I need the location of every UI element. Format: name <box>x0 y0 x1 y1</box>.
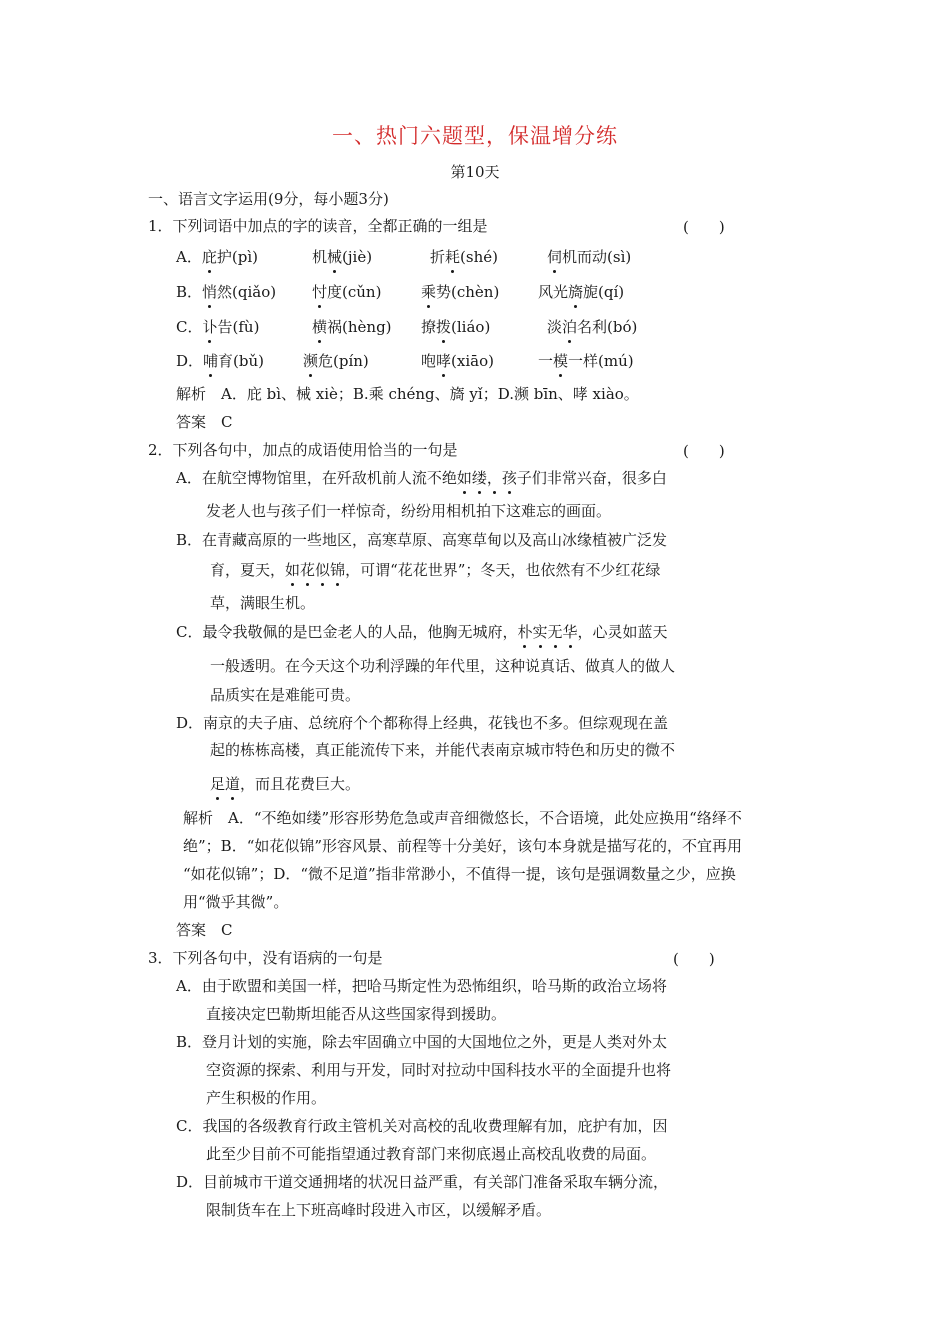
emphasis-dot: 似 <box>315 561 331 579</box>
emphasis-dots: 哺 <box>203 352 219 370</box>
emphasis-dots <box>457 469 517 487</box>
q2-analysis-4: 用“微乎其微”。 <box>183 893 289 911</box>
q1-b-1: B．悄然(qiǎo) <box>176 283 277 301</box>
q2-a-line-2: 发老人也与孩子们一样惊奇，纷纷用相机拍下这难忘的画面。 <box>206 502 612 520</box>
q1-stem: 1．下列词语中加点的字的读音，全都正确的一组是 <box>148 217 488 235</box>
q1-b-2: 忖度(cǔn) <box>312 283 382 301</box>
q2-d-line-3: 足道，而且花费巨大。 <box>210 775 361 793</box>
q1-b-4: 风光旖旎(qí) <box>538 283 625 301</box>
emphasis-dot: 缕 <box>471 469 487 487</box>
emphasis-dots <box>517 623 577 641</box>
q3-b-line-3: 产生积极的作用。 <box>206 1089 327 1107</box>
q3-d-line-1: D．目前城市干道交通拥堵的状况日益严重，有关部门准备采取车辆分流， <box>176 1173 669 1191</box>
q2-d-line-1: D．南京的夫子庙、总统府个个都称得上经典，花钱也不多。但综观现在盖 <box>176 714 669 732</box>
emphasis-dots: 伺 <box>547 248 563 266</box>
q3-b-line-2: 空资源的探索、利用与开发，同时对拉动中国科技水平的全面提升也将 <box>206 1061 672 1079</box>
q1-analysis: 解析 A．庇 bì、械 xiè；B.乘 chéng、旖 yǐ；D.濒 bīn、哮 xiào。 <box>176 385 639 403</box>
q1-a-2: 机械(jiè) <box>312 248 373 266</box>
q2-b-line-1: B．在青藏高原的一些地区，高寒草原、高寒草甸以及高山冰缘植被广泛发 <box>176 531 668 549</box>
q2-analysis-1: 解析 A．“不绝如缕”形容形势危急或声音细微悠长，不合语境，此处应换用“络绎不 <box>183 809 742 827</box>
emphasis-dots: 乘 <box>421 283 437 301</box>
q2-answer-paren: ( ) <box>683 442 725 460</box>
emphasis-dot: 如 <box>456 469 472 487</box>
emphasis-dot: 华 <box>562 623 578 641</box>
q2-c-line-1: C．最令我敬佩的是巴金老人的人品，他胸无城府，朴实无华，心灵如蓝天 <box>176 623 668 641</box>
emphasis-dots: 模 <box>553 352 569 370</box>
q1-c-4: 淡泊名利(bó) <box>547 318 638 336</box>
q1-d-2: 濒危(pín) <box>303 352 369 370</box>
emphasis-dots: 旖 <box>568 283 584 301</box>
emphasis-dots: 悄 <box>202 283 218 301</box>
emphasis-dot: 朴 <box>517 623 533 641</box>
emphasis-dot: 实 <box>532 623 548 641</box>
q1-answer-paren: ( ) <box>683 218 725 236</box>
emphasis-dot: 锦 <box>330 561 346 579</box>
q1-d-4: 一模一样(mú) <box>538 352 634 370</box>
q2-b-line-3: 草，满眼生机。 <box>210 594 316 612</box>
emphasis-dots: 械 <box>327 248 343 266</box>
emphasis-dot: 道 <box>225 775 241 793</box>
q1-c-1: C．讣告(fù) <box>176 318 260 336</box>
q1-a-3: 折耗(shé) <box>430 248 498 266</box>
q3-answer-paren: ( ) <box>673 950 715 968</box>
q2-stem: 2．下列各句中，加点的成语使用恰当的一句是 <box>148 441 458 459</box>
emphasis-dot: 无 <box>547 623 563 641</box>
q1-c-2: 横祸(hèng) <box>312 318 392 336</box>
q1-d-3: 咆哮(xiāo) <box>421 352 494 370</box>
q2-a-line-1: A．在航空博物馆里，在歼敌机前人流不绝如缕，孩子们非常兴奋，很多白 <box>176 469 667 487</box>
emphasis-dot: 如 <box>285 561 301 579</box>
emphasis-dots: 泊 <box>562 318 578 336</box>
q3-b-line-1: B．登月计划的实施，除去牢固确立中国的大国地位之外，更是人类对外太 <box>176 1033 668 1051</box>
q3-a-line-1: A．由于欧盟和美国一样，把哈马斯定性为恐怖组织，哈马斯的政治立场将 <box>176 977 667 995</box>
q3-d-line-2: 限制货车在上下班高峰时段进入市区，以缓解矛盾。 <box>206 1201 552 1219</box>
q3-a-line-2: 直接决定巴勒斯坦能否从这些国家得到援助。 <box>206 1005 507 1023</box>
q2-d-line-2: 起的栋栋高楼，真正能流传下来，并能代表南京城市特色和历史的微不 <box>210 741 676 759</box>
emphasis-dot: 足 <box>210 775 226 793</box>
day-label: 第10天 <box>450 163 500 181</box>
emphasis-dots: 濒 <box>303 352 319 370</box>
q3-stem: 3．下列各句中，没有语病的一句是 <box>148 949 383 967</box>
q1-c-3: 撩拨(liáo) <box>421 318 491 336</box>
q1-answer: 答案 C <box>176 413 233 431</box>
q2-analysis-3: “如花似锦”；D．“微不足道”指非常渺小，不值得一提，该句是强调数量之少，应换 <box>183 865 736 883</box>
q2-c-line-3: 品质实在是难能可贵。 <box>210 686 361 704</box>
emphasis-dots <box>210 775 240 793</box>
emphasis-dots: 横 <box>312 318 328 336</box>
emphasis-dots: 耗 <box>445 248 461 266</box>
q2-b-line-2: 育，夏天，如花似锦，可谓“花花世界”；冬天，也依然有不少红花绿 <box>210 561 661 579</box>
q1-d-1: D．哺育(bǔ) <box>176 352 265 370</box>
emphasis-dots: 拨 <box>436 318 452 336</box>
emphasis-dots: 忖 <box>312 283 328 301</box>
emphasis-dots <box>285 561 345 579</box>
q1-a-4: 伺机而动(sì) <box>547 248 632 266</box>
q3-c-line-2: 此至少目前不可能指望通过教育部门来彻底遏止高校乱收费的局面。 <box>206 1145 657 1163</box>
q3-c-line-1: C．我国的各级教育行政主管机关对高校的乱收费理解有加，庇护有加，因 <box>176 1117 668 1135</box>
q1-a-1: A．庇护(pì) <box>176 248 258 266</box>
q2-analysis-2: 绝”；B．“如花似锦”形容风景、前程等十分美好，该句本身就是描写花的，不宜再用 <box>183 837 743 855</box>
page-title: 一、热门六题型，保温增分练 <box>332 124 618 148</box>
section-heading: 一、语言文字运用(9分，每小题3分) <box>148 190 389 208</box>
emphasis-dots: 讣 <box>202 318 218 336</box>
q1-b-3: 乘势(chèn) <box>421 283 500 301</box>
emphasis-dots: 庇 <box>201 248 217 266</box>
q2-answer: 答案 C <box>176 921 233 939</box>
emphasis-dot: 花 <box>300 561 316 579</box>
emphasis-dot: 孩 <box>501 469 517 487</box>
emphasis-dots: 哮 <box>436 352 452 370</box>
emphasis-dot: ， <box>486 469 502 487</box>
q2-c-line-2: 一般透明。在今天这个功利浮躁的年代里，这种说真话、做真人的做人 <box>210 657 676 675</box>
